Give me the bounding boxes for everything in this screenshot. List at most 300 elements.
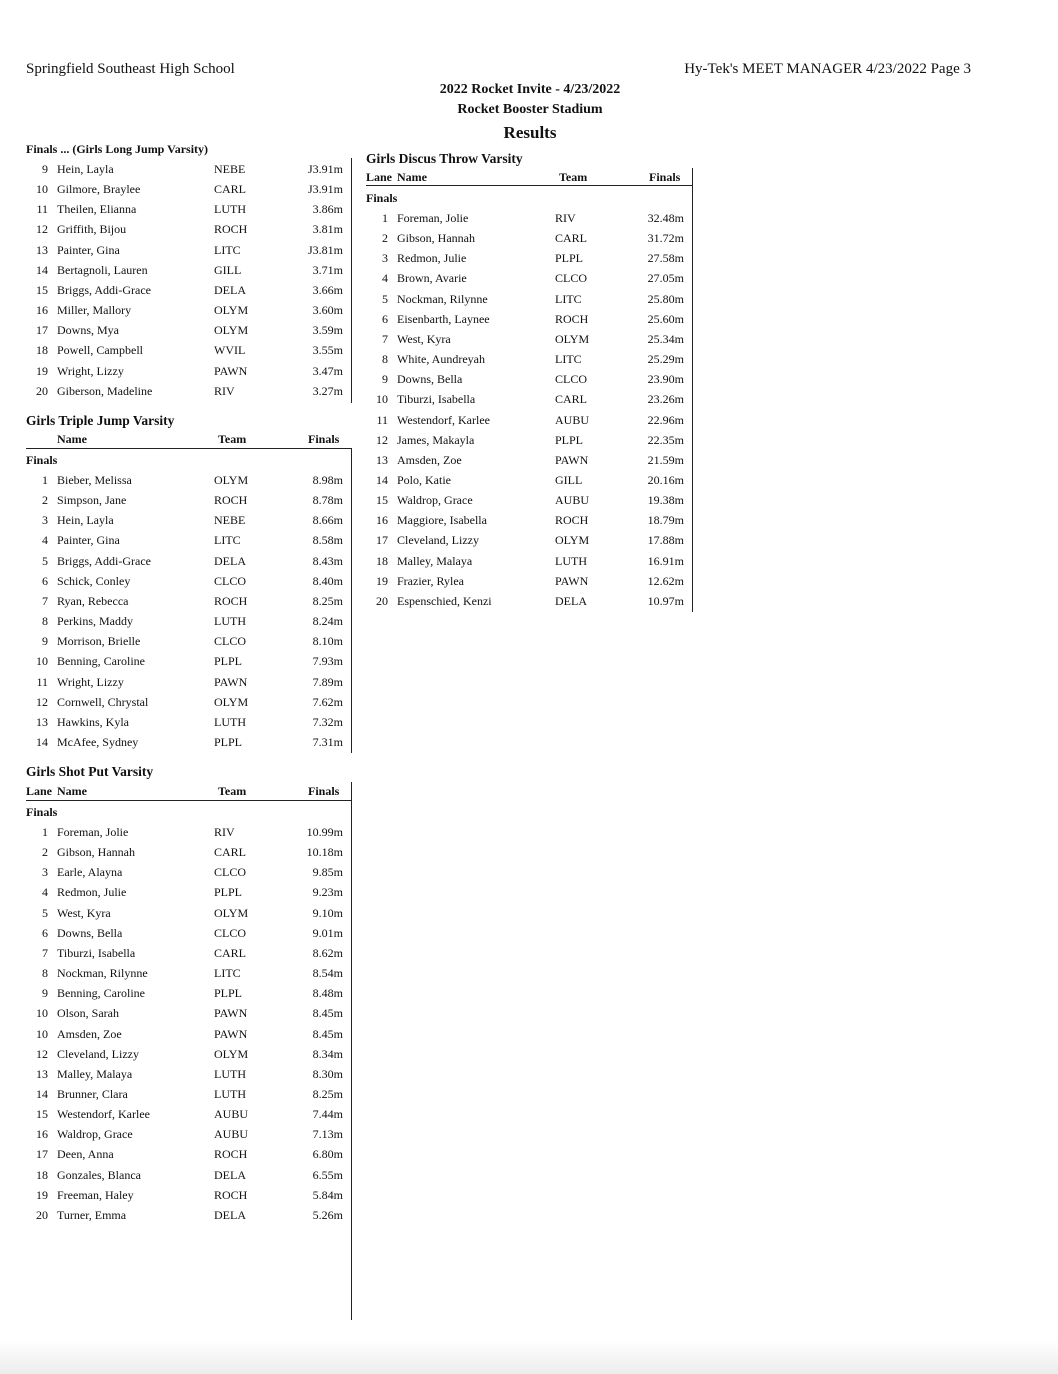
place-cell: 1 xyxy=(382,211,388,225)
mark-cell: 9.01m xyxy=(312,925,343,940)
result-row xyxy=(26,654,343,674)
result-row xyxy=(26,675,343,695)
athlete-name-cell: Powell, Campbell xyxy=(57,343,143,358)
mark-cell: 25.34m xyxy=(647,331,684,346)
mark-cell: 8.25m xyxy=(312,593,343,608)
team-cell: ROCH xyxy=(214,493,248,508)
result-row xyxy=(26,263,343,283)
mark-cell: 3.47m xyxy=(312,363,343,378)
place-cell: 6 xyxy=(382,311,388,326)
result-row xyxy=(26,1208,343,1228)
mark-cell: 8.66m xyxy=(312,513,343,528)
athlete-name-cell: West, Kyra xyxy=(397,331,451,346)
mark-cell: 10.97m xyxy=(647,593,684,608)
mark-cell: 7.93m xyxy=(312,654,343,669)
athlete-name-cell: Waldrop, Grace xyxy=(397,493,473,508)
place-cell: 15 xyxy=(376,493,388,508)
col-header-name: Name xyxy=(397,170,427,184)
result-row xyxy=(26,986,343,1006)
result-row xyxy=(366,554,684,574)
software-page-info: Hy-Tek's MEET MANAGER 4/23/2022 Page 3 xyxy=(684,61,971,77)
col-header-lane: Lane xyxy=(366,170,393,184)
team-cell: LITC xyxy=(555,352,582,367)
athlete-name-cell: Benning, Caroline xyxy=(57,654,145,669)
result-row xyxy=(26,1107,343,1127)
result-row xyxy=(366,312,684,332)
result-row xyxy=(26,222,343,242)
athlete-name-cell: Painter, Gina xyxy=(57,533,120,548)
team-cell: OLYM xyxy=(214,694,249,709)
athlete-name-cell: Perkins, Maddy xyxy=(57,614,133,629)
result-row xyxy=(26,554,343,574)
mark-cell: 18.79m xyxy=(647,513,684,528)
place-cell: 4 xyxy=(42,533,48,548)
team-cell: LITC xyxy=(555,291,582,306)
mark-cell: 5.84m xyxy=(312,1187,343,1202)
column-divider-left xyxy=(351,448,352,753)
place-cell: 11 xyxy=(36,674,48,689)
team-cell: LUTH xyxy=(214,614,246,629)
place-cell: 8 xyxy=(42,614,48,629)
mark-cell: 23.26m xyxy=(647,392,684,407)
team-cell: LUTH xyxy=(214,1066,246,1081)
result-row xyxy=(366,594,684,614)
mark-cell: 10.99m xyxy=(306,825,343,839)
place-cell: 19 xyxy=(36,1187,48,1202)
result-row xyxy=(26,473,343,493)
mark-cell: 3.59m xyxy=(312,323,343,338)
athlete-name-cell: Redmon, Julie xyxy=(57,885,127,900)
place-cell: 5 xyxy=(42,553,48,568)
place-cell: 17 xyxy=(36,1147,48,1162)
result-row xyxy=(26,865,343,885)
team-cell: CLCO xyxy=(214,925,247,940)
team-cell: ROCH xyxy=(214,593,248,608)
team-cell: LUTH xyxy=(214,202,246,217)
col-header-finals: Finals xyxy=(308,784,340,798)
mark-cell: 19.38m xyxy=(647,493,684,508)
place-cell: 13 xyxy=(376,452,388,467)
mark-cell: 8.25m xyxy=(312,1086,343,1101)
col-header-team: Team xyxy=(218,784,247,798)
athlete-name-cell: Hein, Layla xyxy=(57,513,114,528)
place-cell: 3 xyxy=(42,865,48,880)
meet-title: 2022 Rocket Invite - 4/23/2022 xyxy=(439,82,621,97)
result-row xyxy=(26,946,343,966)
athlete-name-cell: Downs, Mya xyxy=(57,323,119,338)
mark-cell: 3.27m xyxy=(312,383,343,398)
place-cell: 19 xyxy=(376,573,388,588)
athlete-name-cell: Gonzales, Blanca xyxy=(57,1167,141,1182)
result-row xyxy=(366,271,684,291)
athlete-name-cell: McAfee, Sydney xyxy=(57,734,139,749)
place-cell: 2 xyxy=(382,231,388,246)
team-cell: OLYM xyxy=(214,473,249,487)
place-cell: 8 xyxy=(42,966,48,981)
athlete-name-cell: Tiburzi, Isabella xyxy=(397,392,476,407)
athlete-name-cell: Earle, Alayna xyxy=(57,865,123,880)
mark-cell: 12.62m xyxy=(647,573,684,588)
athlete-name-cell: Deen, Anna xyxy=(57,1147,114,1162)
place-cell: 10 xyxy=(36,182,48,197)
place-cell: 1 xyxy=(42,473,48,487)
team-cell: PAWN xyxy=(214,1006,248,1021)
mark-cell: 3.55m xyxy=(312,343,343,358)
athlete-name-cell: Cleveland, Lizzy xyxy=(397,533,479,548)
result-row xyxy=(366,413,684,433)
team-cell: LUTH xyxy=(555,553,587,568)
result-row xyxy=(26,533,343,553)
athlete-name-cell: Hein, Layla xyxy=(57,162,114,176)
athlete-name-cell: Frazier, Rylea xyxy=(397,573,465,588)
place-cell: 9 xyxy=(42,162,48,176)
athlete-name-cell: Eisenbarth, Laynee xyxy=(397,311,490,326)
section-continuation-title: Finals ... (Girls Long Jump Varsity) xyxy=(26,142,209,156)
result-row xyxy=(26,966,343,986)
athlete-name-cell: Nockman, Rilynne xyxy=(397,291,488,306)
team-cell: RIV xyxy=(214,825,235,839)
mark-cell: 8.45m xyxy=(312,1006,343,1021)
result-row xyxy=(26,1188,343,1208)
athlete-name-cell: Brunner, Clara xyxy=(57,1086,128,1101)
mark-cell: 5.26m xyxy=(312,1207,343,1222)
place-cell: 6 xyxy=(42,925,48,940)
athlete-name-cell: Briggs, Addi-Grace xyxy=(57,553,151,568)
mark-cell: 6.55m xyxy=(312,1167,343,1182)
result-row xyxy=(26,303,343,323)
athlete-name-cell: Malley, Malaya xyxy=(57,1066,133,1081)
place-cell: 14 xyxy=(36,1086,48,1101)
mark-cell: 32.48m xyxy=(647,211,684,225)
column-divider-right xyxy=(692,168,693,612)
place-cell: 12 xyxy=(36,222,48,237)
place-cell: 6 xyxy=(42,573,48,588)
result-row xyxy=(26,283,343,303)
result-row xyxy=(26,1006,343,1026)
place-cell: 11 xyxy=(376,412,388,427)
athlete-name-cell: Malley, Malaya xyxy=(397,553,473,568)
mark-cell: 22.96m xyxy=(647,412,684,427)
result-row xyxy=(26,202,343,222)
place-cell: 15 xyxy=(36,282,48,297)
mark-cell: 8.30m xyxy=(312,1066,343,1081)
mark-cell: 16.91m xyxy=(647,553,684,568)
result-row xyxy=(366,493,684,513)
team-cell: ROCH xyxy=(555,311,589,326)
column-divider-left xyxy=(351,158,352,403)
team-cell: PLPL xyxy=(214,885,243,900)
team-cell: OLYM xyxy=(214,905,249,920)
mark-cell: 9.23m xyxy=(312,885,343,900)
team-cell: WVIL xyxy=(214,343,246,358)
place-cell: 9 xyxy=(42,986,48,1001)
mark-cell: 21.59m xyxy=(647,452,684,467)
result-row xyxy=(26,182,343,202)
mark-cell: 9.10m xyxy=(312,905,343,920)
athlete-name-cell: Westendorf, Karlee xyxy=(397,412,490,427)
team-cell: CLCO xyxy=(214,865,247,880)
col-header-finals: Finals xyxy=(649,170,681,184)
mark-cell: 7.31m xyxy=(312,734,343,749)
place-cell: 10 xyxy=(36,654,48,669)
team-cell: OLYM xyxy=(555,533,590,548)
team-cell: CARL xyxy=(214,845,247,860)
team-cell: PLPL xyxy=(214,654,243,669)
place-cell: 4 xyxy=(382,271,388,286)
athlete-name-cell: James, Makayla xyxy=(397,432,475,447)
mark-cell: 27.58m xyxy=(647,251,684,266)
athlete-name-cell: Amsden, Zoe xyxy=(57,1026,122,1041)
result-row xyxy=(366,433,684,453)
result-row xyxy=(26,384,343,404)
athlete-name-cell: Maggiore, Isabella xyxy=(397,513,487,528)
team-cell: LITC xyxy=(214,533,241,548)
mark-cell: 25.29m xyxy=(647,352,684,367)
team-cell: OLYM xyxy=(214,323,249,338)
team-cell: CARL xyxy=(214,945,247,960)
team-cell: OLYM xyxy=(555,331,590,346)
athlete-name-cell: Westendorf, Karlee xyxy=(57,1107,150,1122)
team-cell: DELA xyxy=(214,282,246,297)
place-cell: 13 xyxy=(36,714,48,729)
place-cell: 19 xyxy=(36,363,48,378)
team-cell: ROCH xyxy=(214,222,248,237)
place-cell: 2 xyxy=(42,493,48,508)
team-cell: LUTH xyxy=(214,1086,246,1101)
team-cell: AUBU xyxy=(555,412,590,427)
mark-cell: 7.89m xyxy=(312,674,343,689)
athlete-name-cell: Briggs, Addi-Grace xyxy=(57,282,151,297)
team-cell: CLCO xyxy=(214,634,247,649)
mark-cell: 8.34m xyxy=(312,1046,343,1061)
place-cell: 17 xyxy=(36,323,48,338)
place-cell: 18 xyxy=(36,1167,48,1182)
round-label: Finals xyxy=(26,805,58,819)
result-row xyxy=(26,574,343,594)
mark-cell: 8.98m xyxy=(312,473,343,487)
mark-cell: 7.13m xyxy=(312,1127,343,1142)
result-row xyxy=(366,473,684,493)
place-cell: 10 xyxy=(36,1006,48,1021)
result-row xyxy=(366,453,684,473)
team-cell: GILL xyxy=(214,262,242,277)
place-cell: 14 xyxy=(36,734,48,749)
venue-name: Rocket Booster Stadium xyxy=(457,102,603,117)
athlete-name-cell: Olson, Sarah xyxy=(57,1006,119,1021)
place-cell: 18 xyxy=(376,553,388,568)
result-row xyxy=(26,323,343,343)
result-row xyxy=(26,885,343,905)
team-cell: CLCO xyxy=(555,271,588,286)
athlete-name-cell: Cornwell, Chrystal xyxy=(57,694,149,709)
result-row xyxy=(26,634,343,654)
mark-cell: 3.60m xyxy=(312,303,343,318)
athlete-name-cell: Downs, Bella xyxy=(397,372,463,387)
team-cell: PAWN xyxy=(214,1026,248,1041)
athlete-name-cell: West, Kyra xyxy=(57,905,111,920)
result-row xyxy=(26,1127,343,1147)
result-row xyxy=(366,292,684,312)
athlete-name-cell: Cleveland, Lizzy xyxy=(57,1046,139,1061)
mark-cell: 22.35m xyxy=(647,432,684,447)
mark-cell: 3.71m xyxy=(312,262,343,277)
result-row xyxy=(26,926,343,946)
team-cell: PLPL xyxy=(214,986,243,1001)
team-cell: PAWN xyxy=(555,452,589,467)
header-rule xyxy=(26,448,352,449)
mark-cell: 8.58m xyxy=(312,533,343,548)
round-label: Finals xyxy=(366,191,398,205)
place-cell: 16 xyxy=(376,513,388,528)
place-cell: 9 xyxy=(42,634,48,649)
mark-cell: 8.45m xyxy=(312,1026,343,1041)
mark-cell: 8.40m xyxy=(312,573,343,588)
mark-cell: 8.54m xyxy=(312,966,343,981)
team-cell: PLPL xyxy=(555,432,584,447)
athlete-name-cell: Gibson, Hannah xyxy=(57,845,135,860)
result-row xyxy=(366,332,684,352)
athlete-name-cell: Wright, Lizzy xyxy=(57,363,124,378)
place-cell: 4 xyxy=(42,885,48,900)
team-cell: ROCH xyxy=(555,513,589,528)
col-header-team: Team xyxy=(559,170,588,184)
place-cell: 13 xyxy=(36,242,48,257)
result-row xyxy=(26,825,343,845)
team-cell: OLYM xyxy=(214,1046,249,1061)
result-row xyxy=(366,392,684,412)
school-name: Springfield Southeast High School xyxy=(26,61,235,77)
mark-cell: 10.18m xyxy=(306,845,343,860)
athlete-name-cell: Miller, Mallory xyxy=(57,303,132,318)
athlete-name-cell: Nockman, Rilynne xyxy=(57,966,148,981)
athlete-name-cell: Giberson, Madeline xyxy=(57,383,153,398)
place-cell: 3 xyxy=(42,513,48,528)
place-cell: 11 xyxy=(36,202,48,217)
team-cell: NEBE xyxy=(214,162,246,176)
team-cell: RIV xyxy=(214,383,235,398)
mark-cell: 3.66m xyxy=(312,282,343,297)
athlete-name-cell: Bieber, Melissa xyxy=(57,473,132,487)
place-cell: 7 xyxy=(42,945,48,960)
result-row xyxy=(366,251,684,271)
team-cell: AUBU xyxy=(555,493,590,508)
col-header-team: Team xyxy=(218,432,247,446)
team-cell: PAWN xyxy=(214,363,248,378)
column-divider-left xyxy=(351,782,352,1320)
team-cell: ROCH xyxy=(214,1187,248,1202)
mark-cell: 3.81m xyxy=(312,222,343,237)
mark-cell: J3.81m xyxy=(307,242,343,257)
result-row xyxy=(26,1168,343,1188)
mark-cell: 23.90m xyxy=(647,372,684,387)
athlete-name-cell: Wright, Lizzy xyxy=(57,674,124,689)
mark-cell: 7.62m xyxy=(312,694,343,709)
mark-cell: 3.86m xyxy=(312,202,343,217)
athlete-name-cell: Gibson, Hannah xyxy=(397,231,475,246)
result-row xyxy=(26,364,343,384)
place-cell: 13 xyxy=(36,1066,48,1081)
team-cell: PAWN xyxy=(214,674,248,689)
athlete-name-cell: Theilen, Elianna xyxy=(57,202,137,217)
team-cell: CARL xyxy=(214,182,247,197)
athlete-name-cell: Polo, Katie xyxy=(397,472,451,487)
result-row xyxy=(26,715,343,735)
header-rule xyxy=(26,800,352,801)
team-cell: DELA xyxy=(214,1167,246,1182)
result-row xyxy=(26,513,343,533)
place-cell: 7 xyxy=(42,593,48,608)
place-cell: 20 xyxy=(376,593,388,608)
team-cell: DELA xyxy=(214,1207,246,1222)
place-cell: 12 xyxy=(376,432,388,447)
athlete-name-cell: Freeman, Haley xyxy=(57,1187,134,1202)
result-row xyxy=(26,1087,343,1107)
athlete-name-cell: Waldrop, Grace xyxy=(57,1127,133,1142)
athlete-name-cell: Benning, Caroline xyxy=(57,986,145,1001)
result-row xyxy=(26,594,343,614)
results-heading: Results xyxy=(503,123,557,142)
team-cell: CARL xyxy=(555,231,588,246)
team-cell: PAWN xyxy=(555,573,589,588)
team-cell: DELA xyxy=(555,593,587,608)
result-row xyxy=(366,231,684,251)
athlete-name-cell: Tiburzi, Isabella xyxy=(57,945,136,960)
athlete-name-cell: Bertagnoli, Lauren xyxy=(57,262,148,277)
athlete-name-cell: Schick, Conley xyxy=(57,573,131,588)
section-title: Girls Discus Throw Varsity xyxy=(366,151,523,166)
mark-cell: J3.91m xyxy=(307,162,343,176)
team-cell: DELA xyxy=(214,553,246,568)
athlete-name-cell: Ryan, Rebecca xyxy=(57,593,129,608)
result-row xyxy=(366,533,684,553)
athlete-name-cell: Painter, Gina xyxy=(57,242,120,257)
mark-cell: J3.91m xyxy=(307,182,343,197)
place-cell: 10 xyxy=(36,1026,48,1041)
athlete-name-cell: White, Aundreyah xyxy=(397,352,485,367)
athlete-name-cell: Turner, Emma xyxy=(57,1207,127,1222)
result-row xyxy=(366,574,684,594)
place-cell: 7 xyxy=(382,331,388,346)
result-row xyxy=(26,162,343,182)
place-cell: 5 xyxy=(382,291,388,306)
result-row xyxy=(26,614,343,634)
result-row xyxy=(26,243,343,263)
team-cell: PLPL xyxy=(214,734,243,749)
result-row xyxy=(26,1147,343,1167)
mark-cell: 31.72m xyxy=(647,231,684,246)
col-header-finals: Finals xyxy=(308,432,340,446)
col-header-lane: Lane xyxy=(26,784,53,798)
mark-cell: 8.78m xyxy=(312,493,343,508)
place-cell: 14 xyxy=(36,262,48,277)
place-cell: 12 xyxy=(36,694,48,709)
athlete-name-cell: Foreman, Jolie xyxy=(397,211,469,225)
place-cell: 15 xyxy=(36,1107,48,1122)
athlete-name-cell: Simpson, Jane xyxy=(57,493,127,508)
team-cell: GILL xyxy=(555,472,583,487)
team-cell: PLPL xyxy=(555,251,584,266)
mark-cell: 8.24m xyxy=(312,614,343,629)
team-cell: RIV xyxy=(555,211,576,225)
place-cell: 20 xyxy=(36,1207,48,1222)
place-cell: 18 xyxy=(36,343,48,358)
place-cell: 2 xyxy=(42,845,48,860)
round-label: Finals xyxy=(26,453,58,467)
team-cell: CLCO xyxy=(555,372,588,387)
team-cell: AUBU xyxy=(214,1127,249,1142)
team-cell: ROCH xyxy=(214,1147,248,1162)
athlete-name-cell: Brown, Avarie xyxy=(397,271,467,286)
